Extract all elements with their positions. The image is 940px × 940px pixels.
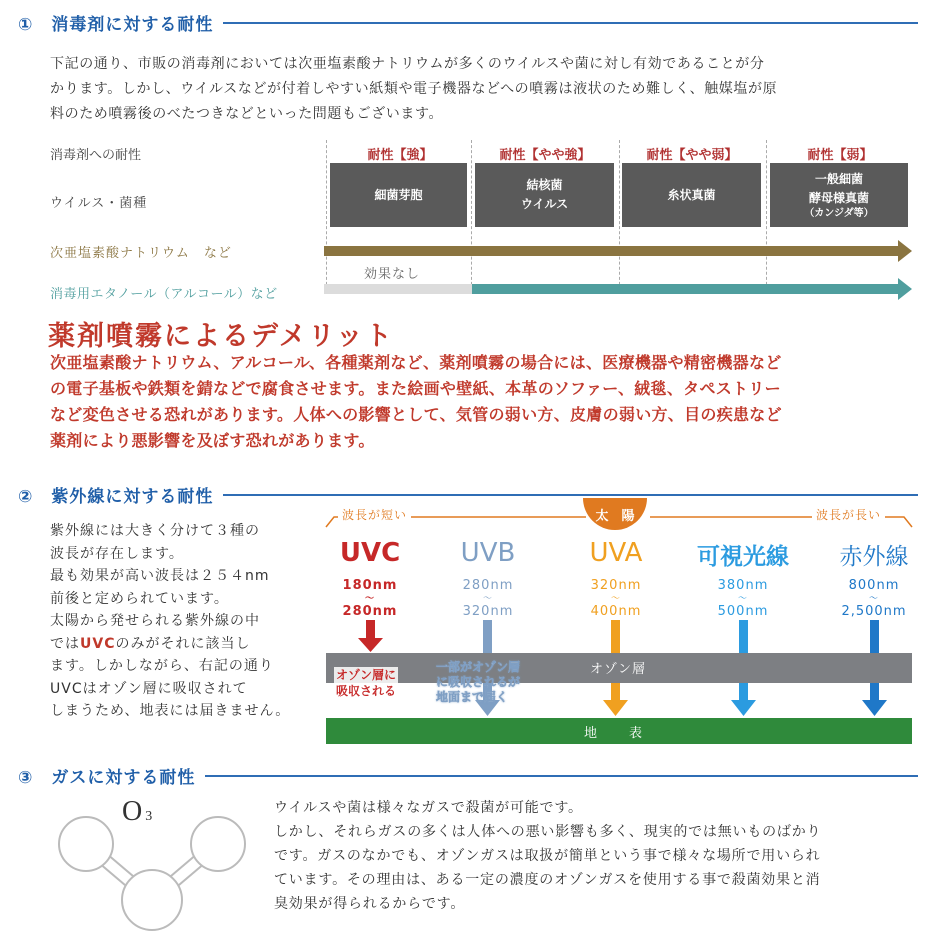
ground-label: 地 表 <box>584 726 645 741</box>
long-wave-label: 波長が長い <box>812 506 885 523</box>
section1-paragraph <box>50 52 777 127</box>
section2-paragraph <box>50 520 290 723</box>
section3-rule <box>205 775 918 777</box>
uvb-partial-note: 一部がオゾン層 に吸収されるが 地面まで届く <box>436 660 521 704</box>
text-line: 前後と定められています。 <box>50 590 229 607</box>
ozone-label: オゾン層 <box>590 662 647 677</box>
species-box <box>622 163 761 227</box>
species-name: 一般細菌 <box>814 172 863 186</box>
species-name: 結核菌 <box>526 178 563 192</box>
section1-rule <box>223 22 918 24</box>
text-line: 太陽から発せられる紫外線の中 <box>50 613 260 629</box>
ozone-molecule-icon <box>48 800 258 935</box>
demerit-paragraph <box>50 350 782 454</box>
agent-ethanol-arrow <box>324 276 914 302</box>
text-line: しかし、それらガスの多くは人体への悪い影響も多く、現実的では無いものばかり <box>274 824 822 840</box>
section2-title: ② 紫外線に対する耐性 <box>18 487 214 507</box>
level-somewhat-weak: 耐性【やや弱】 <box>646 148 738 163</box>
section1-title: ① 消毒剤に対する耐性 <box>18 15 214 35</box>
uvc-emphasis: UVC <box>80 635 116 652</box>
divider <box>766 140 767 290</box>
level-somewhat-strong: 耐性【やや強】 <box>499 148 591 163</box>
level-weak: 耐性【弱】 <box>807 148 873 163</box>
band-uvc-range: 180nm 〜 280nm <box>342 578 398 619</box>
text-line: 料のため噴霧後のべたつきなどといった問題もございます。 <box>50 106 444 122</box>
species-name: 酵母様真菌 <box>808 191 869 205</box>
text-line: 下記の通り、市販の消毒剤においては次亜塩素酸ナトリウムが多くのウイルスや菌に対し有効であることが分 <box>50 56 765 72</box>
text-line: 臭効果が得られるからです。 <box>274 896 466 912</box>
no-effect-label: 効果なし <box>364 267 421 282</box>
species-box <box>330 163 467 227</box>
band-infrared-range: 800nm 〜 2,500nm <box>841 578 907 619</box>
text-line: しまうため、地表には届きません。 <box>50 703 291 719</box>
text-line: かります。しかし、ウイルスなどが付着しやすい紙類や電子機器などへの噴霧は液状のため難しく、触媒塩が原 <box>50 81 778 97</box>
band-infrared: 赤外線 <box>839 544 909 570</box>
text-line: 薬剤により悪影響を及ぼす恐れがあります。 <box>50 431 375 450</box>
agent-hypochlorite-arrow <box>324 238 914 264</box>
divider <box>619 140 620 290</box>
divider <box>326 140 327 290</box>
band-visible: 可視光線 <box>697 544 789 570</box>
species-note: （カンジダ等） <box>804 208 874 219</box>
section2-heading <box>18 482 918 507</box>
text-line: 最も効果が高い波長は２５４nm <box>50 568 270 584</box>
divider <box>471 140 472 290</box>
band-visible-range: 380nm 〜 500nm <box>717 578 769 619</box>
text-line: です。ガスのなかでも、オゾンガスは取扱が簡単という事で様々な場所で用いられ <box>274 848 821 864</box>
row-label-species: ウイルス・菌種 <box>50 196 148 211</box>
row-label-resistance: 消毒剤への耐性 <box>50 148 142 163</box>
text-line: ます。しかしながら、右記の通り <box>50 658 274 674</box>
short-wave-label: 波長が短い <box>338 506 411 523</box>
molecule-formula: O 3 <box>122 796 153 827</box>
species-box <box>475 163 614 227</box>
section3-title: ③ ガスに対する耐性 <box>18 768 196 788</box>
text-line: ではUVCのみがそれに該当し <box>50 635 251 652</box>
text-line: 次亜塩素酸ナトリウム、アルコール、各種薬剤など、薬剤噴霧の場合には、医療機器や精密機器など <box>50 353 782 372</box>
text-line: など変色させる恐れがあります。人体への影響として、気管の弱い方、皮膚の弱い方、目の疾患など <box>50 405 782 424</box>
text-line: ウイルスや菌は様々なガスで殺菌が可能です。 <box>274 800 583 816</box>
level-strong: 耐性【強】 <box>367 148 433 163</box>
band-uva-range: 320nm 〜 400nm <box>590 578 642 619</box>
text-line: 波長が存在します。 <box>50 545 184 562</box>
section3-paragraph <box>274 796 821 916</box>
band-uvc: UVC <box>339 538 401 568</box>
band-uvb-range: 280nm 〜 320nm <box>462 578 514 619</box>
section3-heading <box>18 763 918 788</box>
species-name: 糸状真菌 <box>667 187 716 202</box>
species-name: ウイルス <box>520 197 569 211</box>
section2-rule <box>223 494 918 496</box>
agent-ethanol-label: 消毒用エタノール（アルコール）など <box>50 287 278 302</box>
text-line: UVCはオゾン層に吸収されて <box>50 680 248 697</box>
species-box <box>770 163 908 227</box>
band-uvb: UVB <box>460 538 516 568</box>
band-uva: UVA <box>589 538 643 568</box>
section1-heading <box>18 10 918 35</box>
text-line: の電子基板や鉄類を錆などで腐食させます。また絵画や壁紙、本革のソファー、絨毯、タペストリー <box>50 379 781 398</box>
species-name: 細菌芽胞 <box>374 187 423 202</box>
uvc-absorbed-note: オゾン層に 吸収される <box>336 668 397 698</box>
text-line: 紫外線には大きく分けて３種の <box>50 523 260 539</box>
demerit-title: 薬剤噴霧によるデメリット <box>48 321 394 352</box>
sun-badge: 太 陽 <box>583 498 647 530</box>
text-line: ています。その理由は、ある一定の濃度のオゾンガスを使用する事で殺菌効果と消 <box>274 872 821 888</box>
agent-hypochlorite-label: 次亜塩素酸ナトリウム など <box>50 246 232 261</box>
